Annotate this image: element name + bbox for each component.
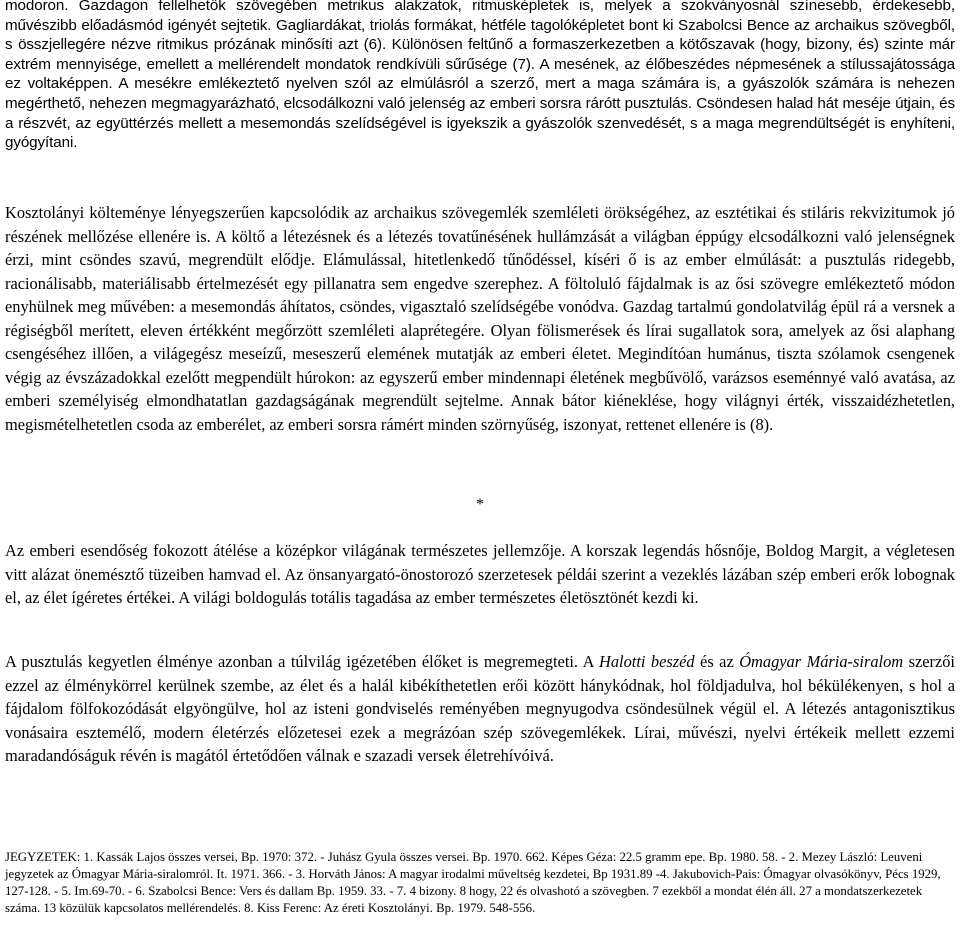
section-separator: * (476, 496, 484, 513)
paragraph-metrical-analysis: modoron. Gazdagon fellelhetők szövegében metrikus alakzatok, ritmusképletek is, melyek a szokványosnál színesebb, érdekesebb, művészibb előadásmód igényét sejtetik. Gagliardákat, triolás formákat, hétféle tagolóképletet bont ki Szabolcsi Bence az archaikus szövegből, s összjellegére nézve ritmikus prózának minősíti azt (6). Különösen feltűnő a formaszerkezetben a kötőszavak (hogy, bizony, és) szinte már extrém mennyisége, emellett a mellérendelt mondatok rendkívüli sűrűsége (7). A mesének, az élőbeszédes népmesének a stílussajátossága ez voltaképpen. A mesékre emlékeztető nyelven szól az elmúlásról a szerző, mert a maga számára is, a gyászolók számára is nehezen megérthető, nehezen megmagyarázható, elcsodálkozni való jelenség az emberi sorsra rárótt pusztulás. Csöndesen halad hát meséje útjain, és a részvét, az együttérzés mellett a mesemondás szelídségével is igyekszik a gyászolók szenvedését, s a maga megrendültségét is enyhíteni, gyógyítani. (5, 0, 955, 152)
paragraph-text-end: szerzői ezzel az élménykörrel kerülnek szembe, az élet és a halál kibékíthetetlen erői között hánykódnak, hol földjadulva, hol békülékenyen, s hol a fájdalom fölfokozódását elgyöngülve, hol az isteni gondviselés reményében megnyugodva csöndesülnek végül el. A létezés antagonisztikus vonásaira esztemélő, modern életérzés előzetesei ezek a megrázóan szép szövegemlékek. Lírai, művészi, nyelvi értékeik mellett ezzemi maradandóságuk révén is magától értetődően válnak e szazadi versek életrehívóivá. (5, 652, 955, 765)
paragraph-kosztolanyi: Kosztolányi költeménye lényegszerűen kapcsolódik az archaikus szövegemlék szemléleti örökségéhez, az esztétikai és stiláris rekvizitumok jó részének mellőzése ellenére is. A költő a létezésnek és a létezés tovatűnésének hullámzását a világban éppúgy elcsodálkozni való jelenségnek érzi, mint csöndes szavú, megrendült elődje. Elámulással, hitetlenkedő tűnődéssel, kíséri ő is az ember elmúlását: a pusztulás ridegebb, racionálisabb, materiálisabb értelmezését egy pillanatra sem engedve szerephez. A föltoluló fájdalmak is az ősi szövegre emlékeztető módon enyhülnek meg művében: a mesemondás áhítatos, csöndes, vigasztaló szelídségébe vonódva. Gazdag tartalmú gondolatvilág épül rá a versnek a régiségből merített, eleven értékként megőrzött szemléleti alaprétegére. Olyan fölismerések és lírai sugallatok sora, amelyek az ősi alaphang csengéséhez illően, a világegész meseízű, meseszerű elemének mutatják az emberi életet. Megindítóan humánus, tiszta szólamok csengenek végig az évszázadokkal ezelőtt megpendült húrokon: az egyszerű ember mindennapi életének megbűvölő, varázsos eseménnyé való avatása, az emberi személyiség elmondhatatlan gazdagságának megrendült sejtelme. Annak bátor kiéneklése, hogy világnyi érték, visszaidézhetetlen, megismételhetetlen csoda az emberélet, az emberi sorsra rámért minden szörnyűség, iszonyat, rettenet ellenére is (8). (5, 203, 955, 434)
title-halotti-beszed: Halotti beszéd (598, 652, 695, 671)
paragraph-text-between: és az (694, 652, 740, 671)
paragraph-middle-ages: Az emberi esendőség fokozott átélése a középkor világának természetes jellemzője. A korszak legendás hősnője, Boldog Margit, a végletesen vitt alázat önemésztő tüzeiben hamvad el. Az önsanyargató-önostorozó szerzetesek példái szerint a vezeklés lázában szép emberi erők lobognak el, az élet ígéretes értékei. A világi boldogulás totális tagadása az ember természetes életösztönét kezdi ki. (5, 541, 955, 607)
title-omagyar-maria-siralom: Ómagyar Mária-siralom (739, 652, 904, 671)
paragraph-text-start: A pusztulás kegyetlen élménye azonban a túlvilág igézetében élőket is megremegteti. A (5, 652, 599, 671)
footnotes: JEGYZETEK: 1. Kassák Lajos összes versei, Bp. 1970: 372. - Juhász Gyula összes versei. Bp. 1970. 662. Képes Géza: 22.5 gramm epe. Bp. 1980. 58. - 2. Mezey László: Leuveni jegyzetek az Ómagyar Mária-siralomról. It. 1971. 366. - 3. Horváth János: A magyar irodalmi műveltség kezdetei, Bp 1931.89 -4. Jakubovich-Pais: Ómagyar olvasókönyv, Pécs 1929, 127-128. - 5. Im.69-70. - 6. Szabolcsi Bence: Vers és dallam Bp. 1959. 33. - 7. 4 bizony. 8 hogy, 22 és olvashotó a szövegben. 7 ezekből a mondat élén áll. 27 a mondatszerkezetek száma. 13 közülük kapcsolatos mellérendelés. 8. Kiss Ferenc: Az éreti Kosztolányi. Bp. 1979. 548-556. (5, 850, 941, 915)
paragraph-halotti-beszed (5, 650, 955, 768)
